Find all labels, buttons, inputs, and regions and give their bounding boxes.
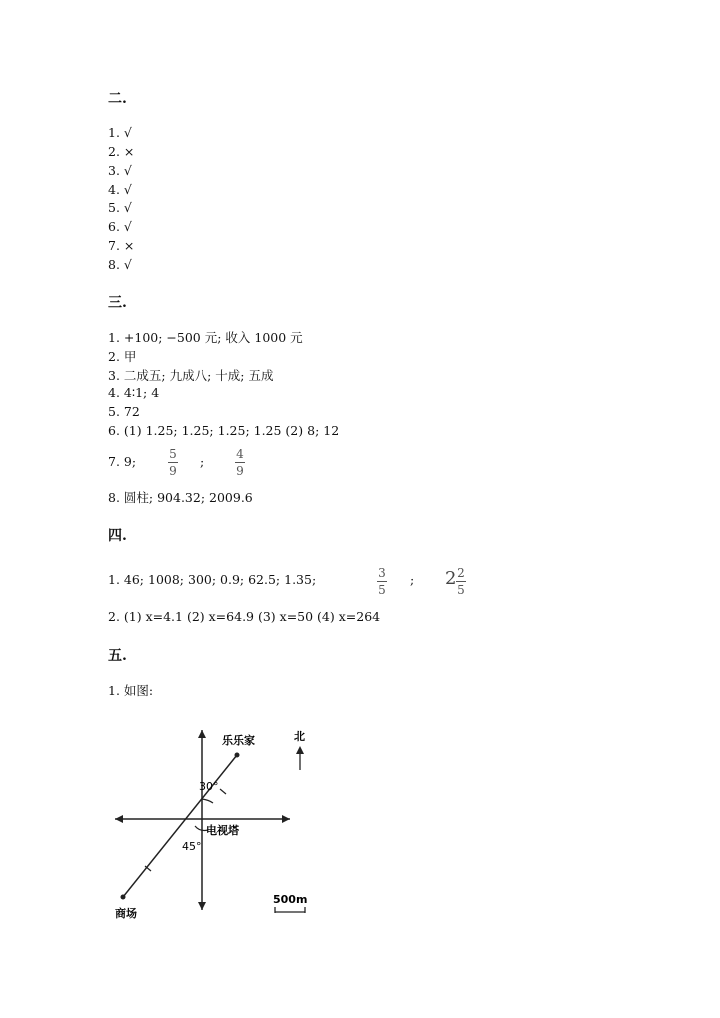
fraction-bar: [377, 581, 387, 582]
tower-label: 电视塔: [206, 824, 239, 837]
angle-arc-top: [202, 799, 213, 803]
mall-label: 商场: [115, 907, 137, 920]
arrow-right-icon: [282, 815, 290, 823]
fraction-numerator: 4: [236, 447, 244, 461]
list-item: 5. √: [108, 200, 132, 215]
fraction-denominator: 9: [169, 464, 177, 478]
section-4-heading: 四.: [108, 528, 127, 544]
fraction-denominator: 5: [457, 583, 465, 597]
section-3-heading: 三.: [108, 295, 127, 311]
fraction-numerator: 5: [169, 447, 177, 461]
fraction-bar: [456, 581, 466, 582]
section-2-heading: 二.: [108, 91, 127, 107]
angle-bottom-label: 45°: [182, 840, 202, 853]
list-item: 2. 甲: [108, 349, 137, 364]
list-item: 6. √: [108, 219, 132, 234]
fraction-numerator: 2: [457, 566, 465, 580]
list-item: 1. √: [108, 125, 132, 140]
home-point: [235, 753, 240, 758]
mixed-number-whole: 2: [445, 568, 457, 589]
list-item: 3. 二成五; 九成八; 十成; 五成: [108, 368, 274, 383]
fraction-numerator: 3: [378, 566, 386, 580]
list-item-1-prefix: 1. 46; 1008; 300; 0.9; 62.5; 1.35;: [108, 572, 317, 587]
home-label: 乐乐家: [222, 734, 255, 747]
list-item: 1. 如图:: [108, 683, 154, 698]
list-item: 6. (1) 1.25; 1.25; 1.25; 1.25 (2) 8; 12: [108, 423, 340, 438]
list-item: 8. 圆柱; 904.32; 2009.6: [108, 490, 253, 505]
fraction-denominator: 5: [378, 583, 386, 597]
north-arrow-icon: [296, 746, 304, 754]
arrow-down-icon: [198, 902, 206, 910]
fraction-bar: [168, 462, 178, 463]
section-5-heading: 五.: [108, 648, 127, 664]
direction-figure: [105, 720, 335, 930]
list-item: 1. +100; −500 元; 收入 1000 元: [108, 330, 303, 345]
separator: ;: [200, 454, 205, 469]
list-item: 3. √: [108, 163, 132, 178]
north-label: 北: [294, 730, 305, 743]
arrow-left-icon: [115, 815, 123, 823]
list-item: 5. 72: [108, 404, 140, 419]
separator: ;: [410, 572, 415, 587]
tick-mark: [220, 789, 226, 794]
mall-point: [121, 895, 126, 900]
list-item: 2. (1) x=4.1 (2) x=64.9 (3) x=50 (4) x=264: [108, 609, 381, 624]
list-item: 4. 4∶1; 4: [108, 385, 160, 400]
scale-label: 500m: [273, 893, 308, 906]
list-item: 2. ×: [108, 144, 135, 159]
list-item-7-prefix: 7. 9;: [108, 454, 137, 469]
list-item: 8. √: [108, 257, 132, 272]
list-item: 7. ×: [108, 238, 135, 253]
angle-top-label: 30°: [199, 780, 219, 793]
fraction-denominator: 9: [236, 464, 244, 478]
list-item: 4. √: [108, 182, 132, 197]
arrow-up-icon: [198, 730, 206, 738]
fraction-bar: [235, 462, 245, 463]
